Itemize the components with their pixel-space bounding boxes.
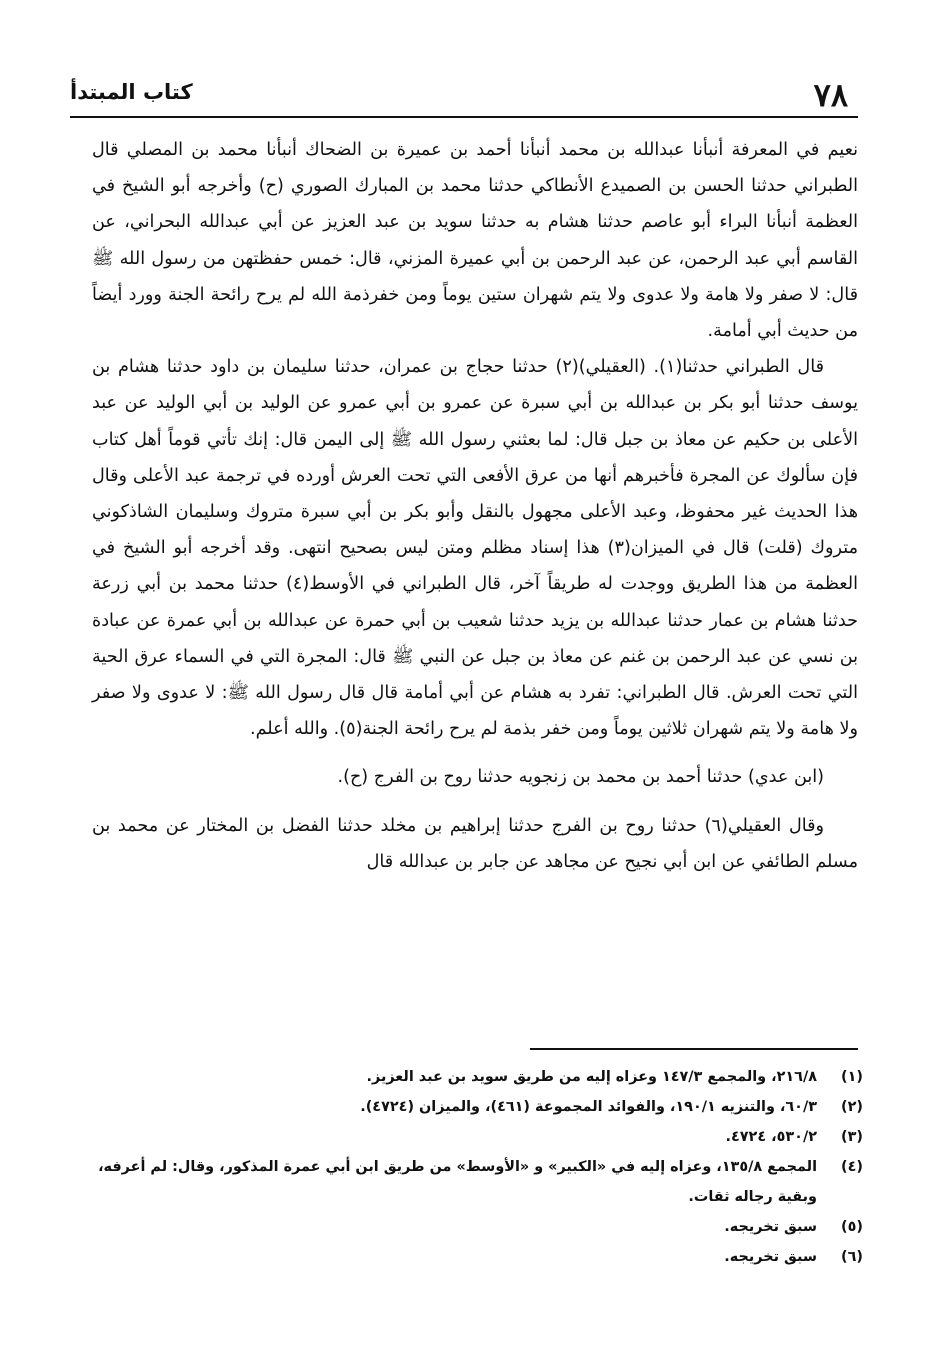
footnote-separator bbox=[530, 1048, 858, 1050]
page-header bbox=[70, 74, 858, 118]
paragraph-2: قال الطبراني حدثنا(١). (العقيلي)(٢) حدثنا حجاج بن عمران، حدثنا سليمان بن داود حدثنا هشام بن يوسف حدثنا أبو بكر بن عبدالله بن أبي سبرة عن عمرو بن أبي عمرو عن الوليد بن أبي الوليد عن عبد الأعلى بن حكيم عن معاذ بن جبل قال: لما بعثني رسول الله ﷺ إلى اليمن قال: إنك تأتي قوماً أهل كتاب فإن سألوك عن المجرة فأخبرهم أنها من عرق الأفعى التي تحت العرش أورده في ترجمة عبد الأعلى وقال هذا الحديث غير محفوظ، وعبد الأعلى مجهول بالنقل وأبو بكر بن أبي سبرة متروك وسليمان الشاذكوني متروك (قلت) قال في الميزان(٣) هذا إسناد مظلم ومتن ليس بصحيح انتهى. وقد أخرجه أبو الشيخ في العظمة من هذا الطريق ووجدت له طريقاً آخر، قال الطبراني في الأوسط(٤) حدثنا محمد بن أبي زرعة حدثنا هشام بن عمار حدثنا عبدالله بن يزيد حدثنا شعيب بن أبي حمرة عن عبدالله بن أبي عمرة عن عبادة بن نسي عن عبد الرحمن بن غنم عن معاذ بن جبل عن النبي ﷺ قال: المجرة التي في السماء عرق الحية التي تحت العرش. قال الطبراني: تفرد به هشام عن أبي أمامة قال قال رسول الله ﷺ: لا عدوى ولا صفر ولا هامة ولا يتم شهران ثلاثين يوماً ومن خفر بذمة لم يرح رائحة الجنة(٥). والله أعلم. bbox=[92, 357, 858, 740]
footnote-number: (٣) bbox=[841, 1129, 863, 1145]
footnotes bbox=[92, 1062, 863, 1272]
footnote-text: ٦٠/٣، والتنزيه ١٩٠/١، والفوائد المجموعة (٤٦١)، والميزان (٤٧٢٤). bbox=[360, 1099, 817, 1115]
book-title: كتاب المبتدأ bbox=[70, 80, 193, 104]
footnote-1 bbox=[92, 1062, 863, 1092]
paragraph-3: (ابن عدي) حدثنا أحمد بن محمد بن زنجويه حدثنا روح بن الفرج (ح). bbox=[337, 767, 824, 788]
footnote-text: سبق تخريجه. bbox=[724, 1249, 817, 1265]
page-number: ٧٨ bbox=[813, 76, 848, 114]
footnote-number: (٥) bbox=[841, 1219, 863, 1235]
main-text bbox=[92, 132, 858, 880]
footnote-number: (٦) bbox=[841, 1249, 863, 1265]
footnote-2 bbox=[92, 1092, 863, 1122]
footnote-text: المجمع ١٣٥/٨، وعزاه إليه في «الكبير» و «الأوسط» من طريق ابن أبي عمرة المذكور، وقال: لم أعرفه، وبقية رجاله ثقات. bbox=[98, 1159, 817, 1205]
footnote-text: ٥٣٠/٢، ٤٧٢٤. bbox=[725, 1129, 817, 1145]
footnote-6 bbox=[92, 1242, 863, 1272]
footnote-3 bbox=[92, 1122, 863, 1152]
paragraph-4: وقال العقيلي(٦) حدثنا روح بن الفرج حدثنا إبراهيم بن مخلد حدثنا الفضل بن المختار عن محمد بن مسلم الطائفي عن ابن أبي نجيح عن مجاهد عن جابر بن عبدالله قال bbox=[92, 815, 858, 872]
footnote-number: (٤) bbox=[841, 1159, 863, 1175]
footnote-number: (٢) bbox=[841, 1099, 863, 1115]
footnote-number: (١) bbox=[841, 1069, 863, 1085]
footnote-text: ٢١٦/٨، والمجمع ١٤٧/٣ وعزاه إليه من طريق سويد بن عبد العزيز. bbox=[366, 1069, 817, 1085]
footnote-text: سبق تخريجه. bbox=[724, 1219, 817, 1235]
footnote-5 bbox=[92, 1212, 863, 1242]
paragraph-1: نعيم في المعرفة أنبأنا عبدالله بن محمد أنبأنا أحمد بن عميرة بن الضحاك أنبأنا محمد بن المصلي قال الطبراني حدثنا الحسن بن الصميدع الأنطاكي حدثنا محمد بن المبارك الصوري (ح) وأخرجه أبو الشيخ في العظمة أنبأنا البراء أبو عاصم حدثنا هشام به حدثنا سويد بن عبد العزيز عن أبي عبدالله البحراني، عن القاسم أبي عبد الرحمن، عن عبد الرحمن بن أبي عميرة المزني، قال: خمس حفظتهن من رسول الله ﷺ قال: لا صفر ولا هامة ولا عدوى ولا يتم شهران ستين يوماً ومن خفرذمة الله لم يرح رائحة الجنة وورد أيضاً من حديث أبي أمامة. bbox=[92, 140, 858, 342]
footnote-4 bbox=[92, 1152, 863, 1212]
